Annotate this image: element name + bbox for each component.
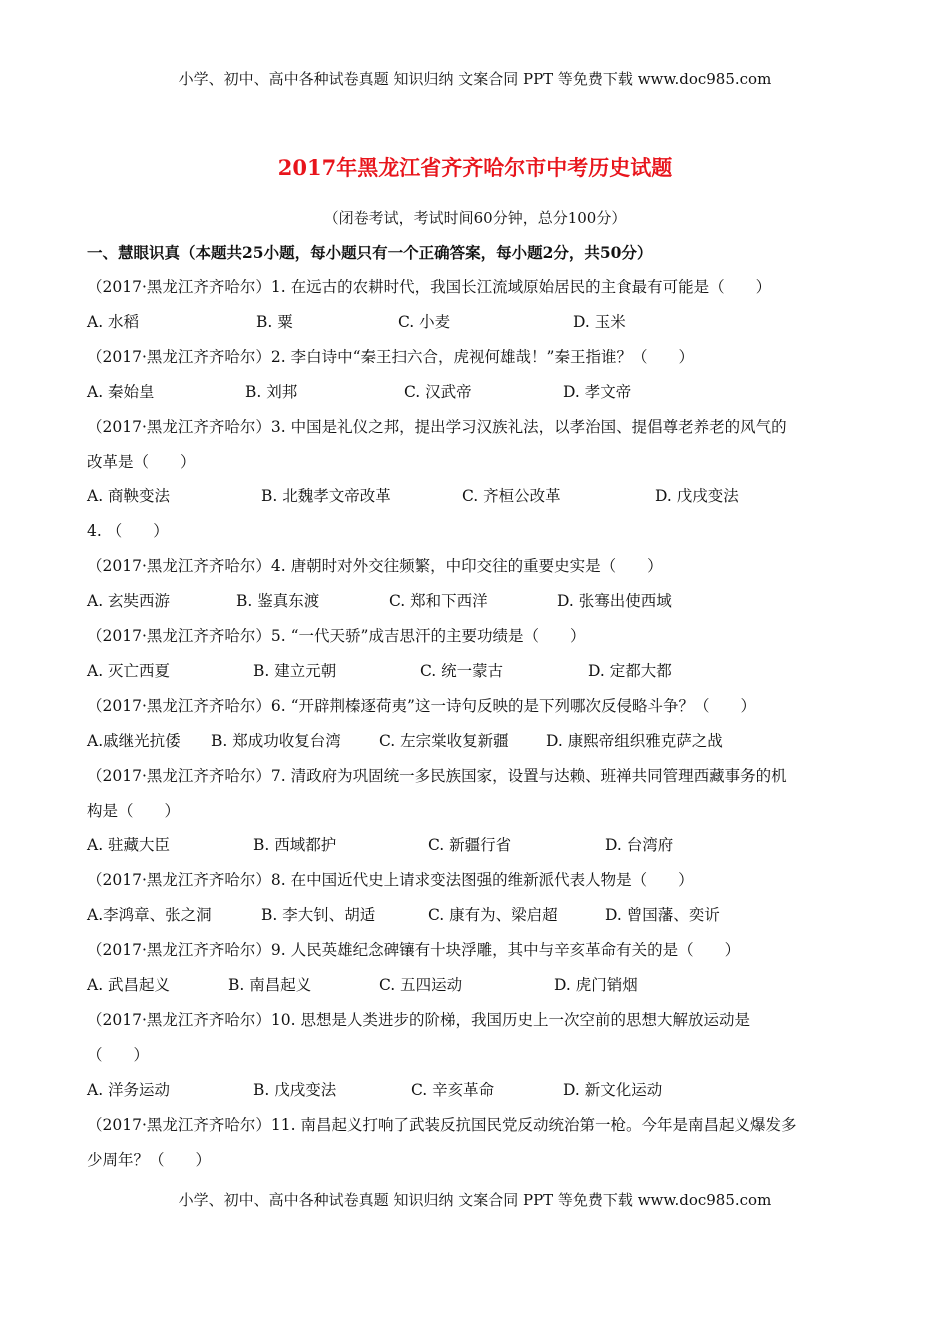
option-c: C. 郑和下西洋 — [389, 592, 488, 611]
question-text: 少周年？（ ） — [87, 1150, 212, 1169]
exam-info: （闭卷考试，考试时间60分钟，总分100分） — [323, 209, 627, 227]
question-text: 改革是（ ） — [87, 452, 196, 471]
option-a: A. 水稻 — [87, 312, 140, 331]
question-text: （2017·黑龙江齐齐哈尔）2. 李白诗中“秦王扫六合，虎视何雄哉！”秦王指谁？（ ） — [87, 347, 694, 366]
option-d: D. 孝文帝 — [563, 382, 632, 401]
option-d: D. 张骞出使西域 — [557, 592, 672, 611]
option-c: C. 辛亥革命 — [411, 1080, 495, 1099]
option-a: A. 武昌起义 — [87, 976, 171, 994]
option-d: D. 台湾府 — [605, 836, 674, 855]
option-b: B. 建立元朝 — [253, 661, 337, 680]
option-d: D. 戊戌变法 — [655, 487, 739, 506]
page-footer: 小学、初中、高中各种试卷真题 知识归纳 文案合同 PPT 等免费下载 www.doc985.com — [178, 1191, 772, 1209]
option-c: C. 五四运动 — [379, 976, 463, 994]
question-text: （2017·黑龙江齐齐哈尔）6. “开辟荆榛逐荷夷”这一诗句反映的是下列哪次反侵略斗争？（ ） — [87, 696, 756, 715]
option-c: C. 统一蒙古 — [420, 661, 504, 680]
option-a: A. 洋务运动 — [87, 1080, 171, 1099]
option-a: A. 驻藏大臣 — [87, 836, 171, 855]
question-text: （2017·黑龙江齐齐哈尔）9. 人民英雄纪念碑镶有十块浮雕，其中与辛亥革命有关的是（ ） — [87, 941, 741, 960]
section-heading: 一、慧眼识真（本题共25小题，每小题只有一个正确答案，每小题2分，共50分） — [87, 243, 653, 262]
option-a: A.李鸿章、张之洞 — [87, 906, 212, 925]
question-text: （2017·黑龙江齐齐哈尔）7. 清政府为巩固统一多民族国家，设置与达赖、班禅共同管理西藏事务的机 — [87, 766, 787, 785]
option-b: B. 李大钊、胡适 — [261, 906, 376, 925]
option-b: B. 北魏孝文帝改革 — [261, 487, 391, 506]
option-d: D. 康熙帝组织雅克萨之战 — [546, 731, 723, 750]
page-header: 小学、初中、高中各种试卷真题 知识归纳 文案合同 PPT 等免费下载 www.doc985.com — [178, 70, 772, 88]
option-b: B. 郑成功收复台湾 — [211, 731, 341, 750]
option-a: A.戚继光抗倭 — [87, 731, 181, 750]
question-text: （ ） — [87, 1045, 150, 1064]
question-text: （2017·黑龙江齐齐哈尔）8. 在中国近代史上请求变法图强的维新派代表人物是（ ） — [87, 871, 694, 890]
option-d: D. 新文化运动 — [563, 1080, 663, 1099]
option-d: D. 玉米 — [573, 312, 626, 331]
question-text: 4. （ ） — [87, 522, 169, 541]
option-d: D. 虎门销烟 — [554, 976, 638, 994]
option-a: A. 秦始皇 — [87, 382, 155, 401]
option-b: B. 鉴真东渡 — [236, 592, 320, 611]
question-text: （2017·黑龙江齐齐哈尔）3. 中国是礼仪之邦，提出学习汉族礼法，以孝治国、提倡尊老养老的风气的 — [87, 417, 787, 436]
option-b: B. 粟 — [256, 312, 293, 331]
option-c: C. 齐桓公改革 — [462, 487, 561, 506]
option-d: D. 定都大都 — [588, 661, 672, 680]
question-text: （2017·黑龙江齐齐哈尔）11. 南昌起义打响了武装反抗国民党反动统治第一枪。今年是南昌起义爆发多 — [87, 1115, 797, 1134]
question-text: （2017·黑龙江齐齐哈尔）1. 在远古的农耕时代，我国长江流域原始居民的主食最有可能是（ ） — [87, 278, 772, 296]
option-d: D. 曾国藩、奕䜣 — [605, 906, 720, 925]
question-text: （2017·黑龙江齐齐哈尔）5. “一代天骄”成吉思汗的主要功绩是（ ） — [87, 627, 586, 645]
option-c: C. 左宗棠收复新疆 — [379, 731, 509, 750]
option-b: B. 西域都护 — [253, 836, 337, 855]
option-a: A. 商鞅变法 — [87, 487, 171, 506]
option-b: B. 戊戌变法 — [253, 1080, 337, 1099]
option-a: A. 灭亡西夏 — [87, 661, 171, 680]
option-b: B. 南昌起义 — [228, 976, 312, 994]
question-text: 构是（ ） — [87, 801, 181, 820]
option-c: C. 康有为、梁启超 — [428, 906, 558, 925]
option-b: B. 刘邦 — [245, 382, 298, 401]
question-text: （2017·黑龙江齐齐哈尔）10. 思想是人类进步的阶梯，我国历史上一次空前的思想大解放运动是 — [87, 1010, 750, 1029]
document-title: 2017年黑龙江省齐齐哈尔市中考历史试题 — [277, 155, 673, 180]
option-a: A. 玄奘西游 — [87, 592, 171, 611]
option-c: C. 汉武帝 — [404, 382, 472, 401]
option-c: C. 小麦 — [398, 312, 451, 331]
option-c: C. 新疆行省 — [428, 836, 512, 855]
question-text: （2017·黑龙江齐齐哈尔）4. 唐朝时对外交往频繁，中印交往的重要史实是（ ） — [87, 557, 663, 576]
